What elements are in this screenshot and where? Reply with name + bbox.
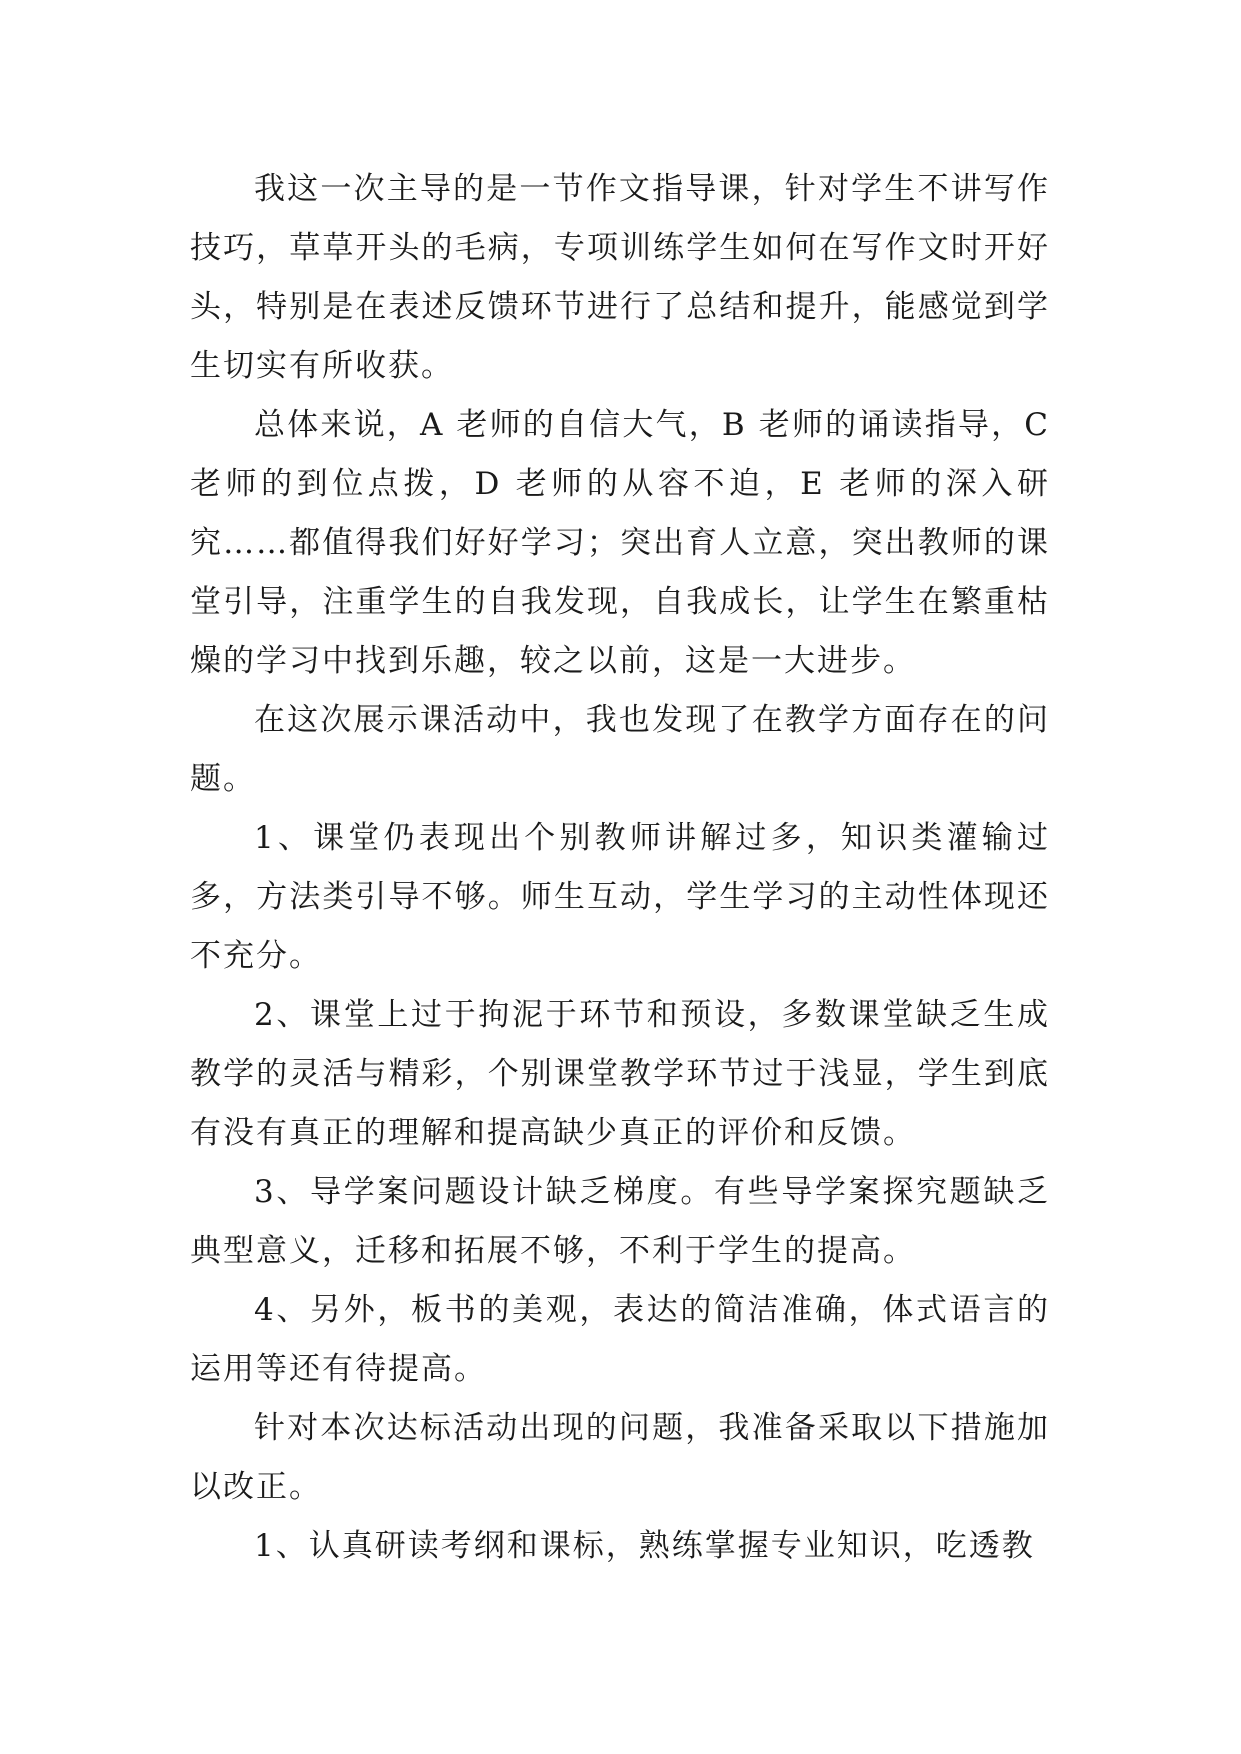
paragraph-9: 1、认真研读考纲和课标，熟练掌握专业知识，吃透教	[254, 1528, 1035, 1564]
paragraph-6: 3、导学案问题设计缺乏梯度。有些导学案探究题缺乏典型意义，迁移和拓展不够，不利于学生的提高。	[190, 1174, 1050, 1269]
paragraph-8: 针对本次达标活动出现的问题，我准备采取以下措施加以改正。	[190, 1410, 1050, 1505]
paragraph-3: 在这次展示课活动中，我也发现了在教学方面存在的问题。	[190, 702, 1050, 797]
paragraph-5: 2、课堂上过于拘泥于环节和预设，多数课堂缺乏生成教学的灵活与精彩，个别课堂教学环节过于浅显，学生到底有没有真正的理解和提高缺少真正的评价和反馈。	[190, 997, 1050, 1151]
paragraph-7: 4、另外，板书的美观，表达的简洁准确，体式语言的运用等还有待提高。	[190, 1292, 1050, 1387]
paragraph-4: 1、课堂仍表现出个别教师讲解过多，知识类灌输过多，方法类引导不够。师生互动，学生学习的主动性体现还不充分。	[190, 820, 1050, 974]
paragraph-1: 我这一次主导的是一节作文指导课，针对学生不讲写作技巧，草草开头的毛病，专项训练学生如何在写作文时开好头，特别是在表述反馈环节进行了总结和提升，能感觉到学生切实有所收获。	[190, 171, 1050, 384]
document-body	[190, 160, 1050, 1576]
paragraph-2: 总体来说，A 老师的自信大气，B 老师的诵读指导，C 老师的到位点拨，D 老师的从容不迫，E 老师的深入研究……都值得我们好好学习；突出育人立意，突出教师的课堂引导，注重学生的自我发现，自我成长，让学生在繁重枯燥的学习中找到乐趣，较之以前，这是一大进步。	[190, 407, 1050, 679]
